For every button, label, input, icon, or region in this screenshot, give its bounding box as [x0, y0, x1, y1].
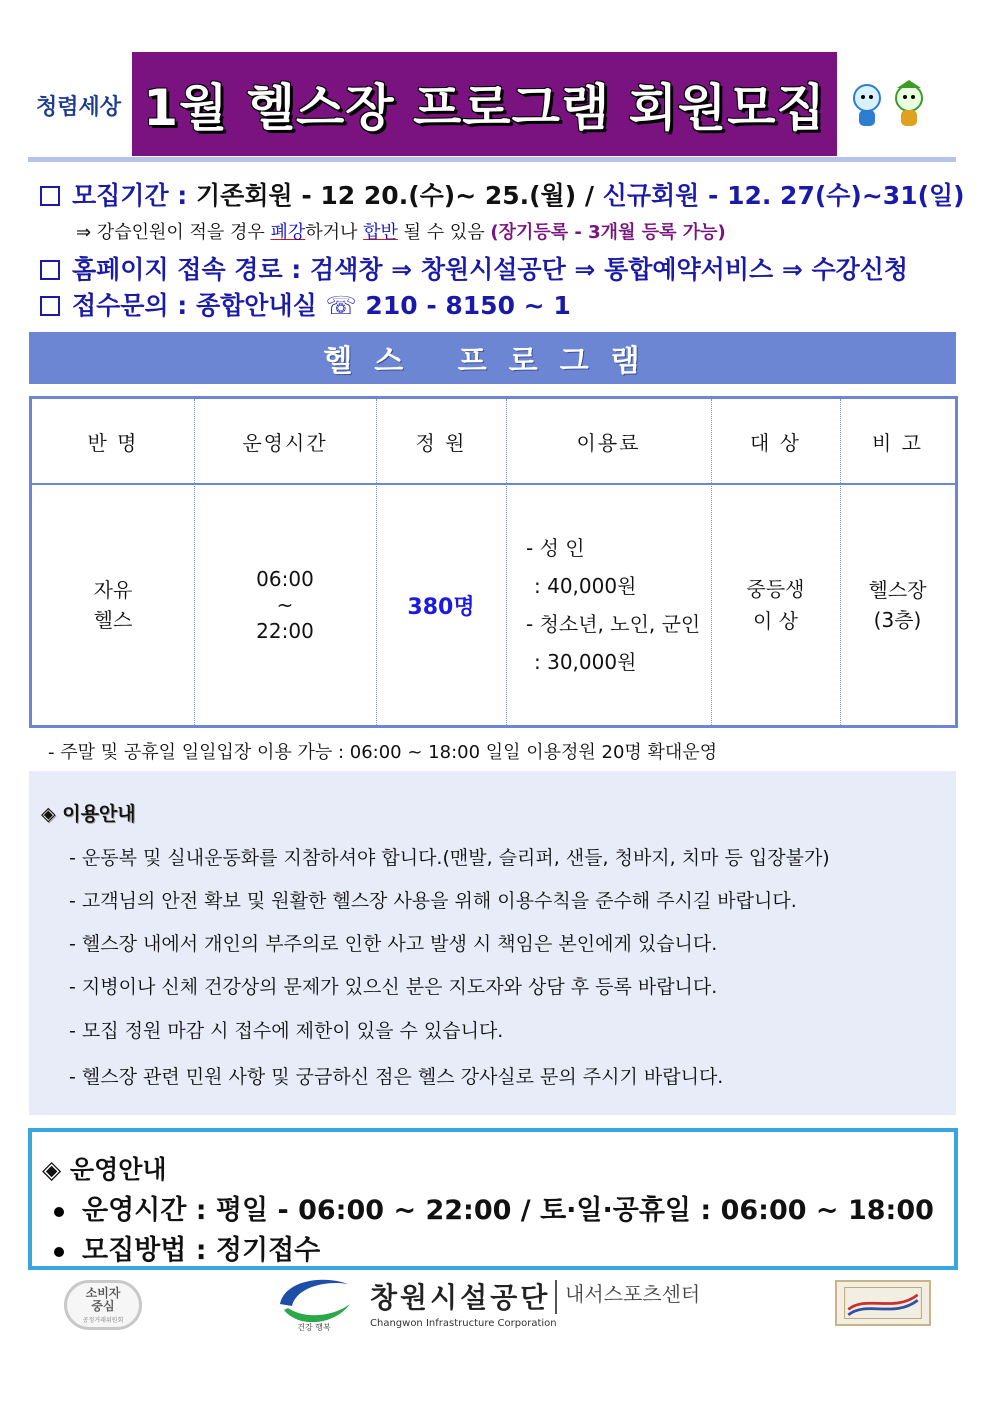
usage-guide — [29, 771, 956, 1115]
header-divider — [28, 157, 956, 162]
header-capacity: 정 원 — [415, 430, 467, 455]
certification-mark-icon — [835, 1280, 931, 1326]
note-merge: 합반 — [363, 222, 398, 243]
note-long-term: (장기등록 - 3개월 등록 가능) — [490, 222, 726, 243]
page-title-banner — [132, 52, 837, 156]
weekend-note: - 주말 및 공휴일 일일입장 이용 가능 : 06:00 ~ 18:00 일일 이용정원 20명 확대운영 — [48, 742, 718, 763]
checkbox-icon — [40, 260, 60, 280]
guide-item: - 헬스장 내에서 개인의 부주의로 인한 사고 발생 시 책임은 본인에게 있습니다. — [69, 933, 718, 955]
fee-adult-label: - 성 인 — [526, 536, 585, 560]
target-line2: 이 상 — [753, 609, 798, 633]
contact-text: 접수문의 : 종합안내실 ☏ 210 - 8150 ~ 1 — [72, 291, 571, 320]
cancellation-note — [76, 218, 726, 244]
organization-name: 창원시설공단 — [370, 1281, 551, 1314]
section-header — [29, 332, 956, 384]
guide-item: - 모집 정원 마감 시 접수에 제한이 있을 수 있습니다. — [69, 1020, 504, 1042]
cell-note — [840, 485, 955, 725]
note-cancel: 폐강 — [270, 222, 306, 243]
recruit-method-text: 모집방법 : 정기접수 — [82, 1235, 321, 1266]
note-mid: 하거나 — [305, 222, 364, 243]
bullet-icon — [54, 1207, 64, 1217]
cell-time — [194, 485, 376, 725]
period-separator: / — [576, 181, 603, 210]
cell-target — [711, 485, 840, 725]
time-start: 06:00 — [256, 567, 314, 591]
checkbox-icon — [40, 186, 60, 206]
integrity-logo — [36, 80, 131, 130]
note-suffix: 될 수 있음 — [397, 222, 491, 243]
header-target: 대 상 — [750, 430, 801, 455]
operation-info — [28, 1128, 958, 1270]
fee-youth: : 30,000원 — [534, 650, 637, 674]
integrity-logo-text: 청렴세상 — [36, 94, 122, 120]
table-row — [32, 485, 955, 725]
organization-name-en: Changwon Infrastructure Corporation — [370, 1318, 557, 1329]
fee-adult: : 40,000원 — [534, 574, 637, 598]
recruit-method — [54, 1228, 320, 1267]
bullet-icon — [54, 1247, 64, 1257]
consumer-centered-badge — [64, 1280, 142, 1330]
period-new: 신규회원 - 12. 27(수)~31(일) — [602, 181, 965, 210]
operation-hours-text: 운영시간 : 평일 - 06:00 ~ 22:00 / 토·일·공휴일 : 06:00 ~ 18:00 — [82, 1195, 934, 1226]
section-title: 헬스 프로그램 — [323, 344, 662, 379]
header-class-name: 반 명 — [87, 430, 139, 455]
mascot-icon — [845, 80, 935, 132]
guide-item: - 고객님의 안전 확보 및 원활한 헬스장 사용을 위해 이용수칙을 준수해 주시길 바랍니다. — [69, 890, 797, 912]
cell-capacity: 380명 — [407, 594, 475, 620]
guide-item: - 운동복 및 실내운동화를 지참하셔야 합니다.(맨발, 슬리퍼, 샌들, 청바지, 치마 등 입장불가) — [69, 847, 830, 869]
fee-youth-label: - 청소년, 노인, 군인 — [526, 612, 701, 636]
period-label: 모집기간 : — [72, 181, 188, 210]
page-title: 1월 헬스장 프로그램 회원모집 — [143, 79, 826, 137]
time-end: 22:00 — [256, 619, 314, 643]
guide-item: - 지병이나 신체 건강상의 문제가 있으신 분은 지도자와 상담 후 등록 바랍니다. — [69, 976, 718, 998]
cell-class-name — [32, 485, 194, 725]
badge-caption: 공정거래위원회 — [82, 1316, 124, 1324]
note-line2: (3층) — [873, 608, 922, 632]
cell-fee — [506, 485, 711, 725]
table-header-row — [32, 399, 955, 485]
usage-guide-title: ◈ 이용안내 — [41, 803, 136, 825]
header-fee: 이용료 — [576, 430, 641, 455]
guide-item: - 헬스장 관련 민원 사항 및 궁금하신 점은 헬스 강사실로 문의 주시기 바랍니다. — [69, 1066, 724, 1088]
program-table — [29, 396, 958, 728]
operation-title: ◈ 운영안내 — [42, 1155, 167, 1184]
period-existing: 기존회원 - 12 20.(수)~ 25.(월) — [196, 181, 577, 210]
header-note: 비 고 — [872, 430, 923, 455]
logo-caption: 건강 행복 — [297, 1323, 331, 1332]
corporation-logo-icon — [274, 1270, 354, 1332]
operation-hours — [54, 1188, 934, 1227]
sports-center-name: 내서스포츠센터 — [565, 1282, 701, 1306]
header-time: 운영시간 — [242, 430, 328, 455]
note-line1: 헬스장 — [868, 578, 927, 602]
footer-divider — [555, 1280, 557, 1314]
badge-line2: 중심 — [91, 1298, 115, 1313]
fee-list — [526, 529, 700, 681]
time-separator: ~ — [276, 593, 294, 617]
note-prefix: ⇒ 강습인원이 적을 경우 — [76, 222, 271, 243]
homepage-path-text: 홈페이지 접속 경로 : 검색창 ⇒ 창원시설공단 ⇒ 통합예약서비스 ⇒ 수강신청 — [72, 255, 909, 284]
contact-info — [40, 286, 571, 322]
class-name-line1: 자유 — [93, 578, 133, 602]
recruitment-period — [40, 176, 965, 212]
badge-line1: 소비자 — [85, 1285, 121, 1300]
class-name-line2: 헬스 — [93, 608, 133, 632]
checkbox-icon — [40, 296, 60, 316]
homepage-path — [40, 250, 908, 286]
target-line1: 중등생 — [746, 577, 805, 601]
